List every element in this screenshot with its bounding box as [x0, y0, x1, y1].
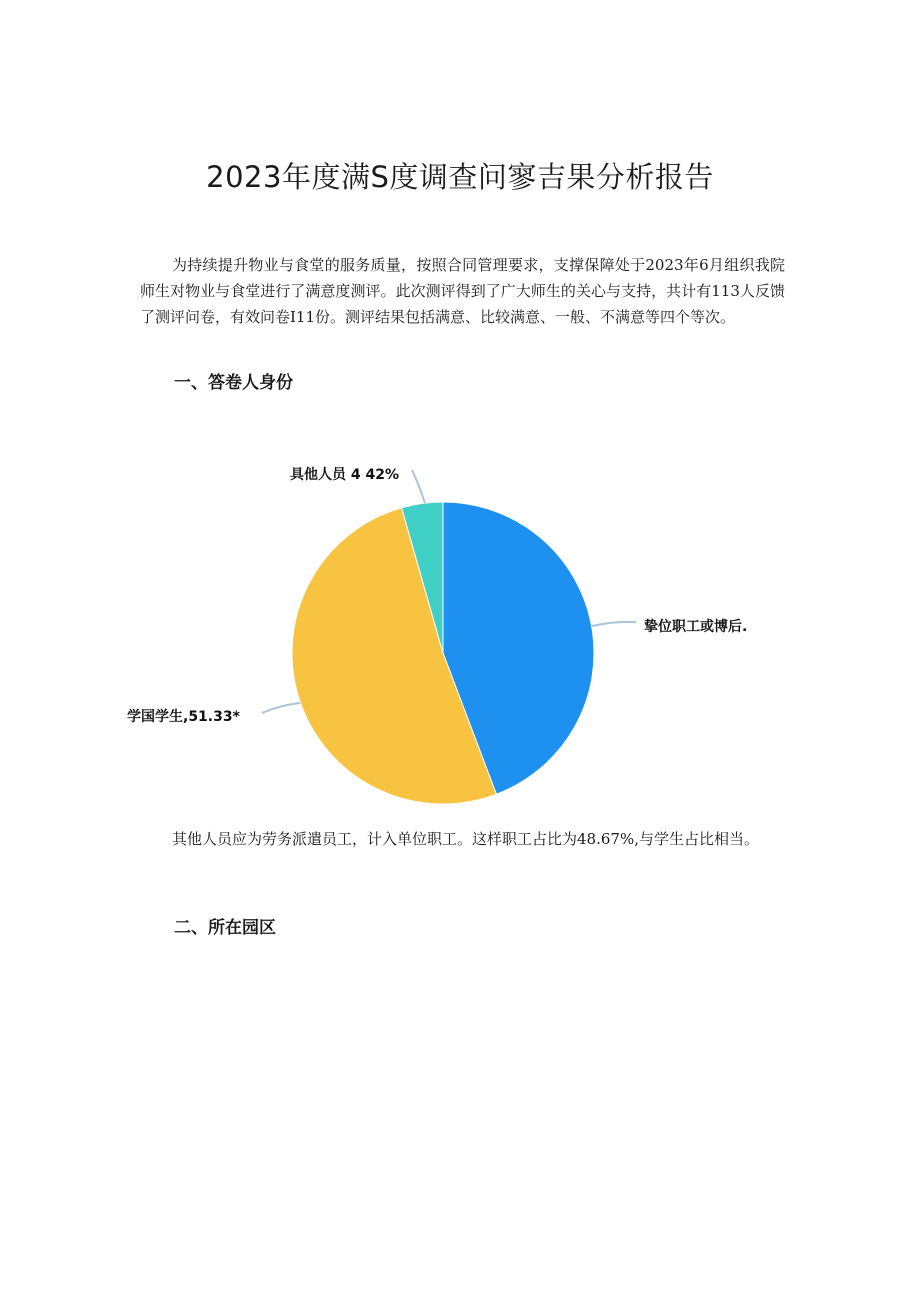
- pie-leader-line: [412, 470, 425, 503]
- pie-leader-line: [262, 703, 300, 713]
- pie-leader-line: [592, 622, 636, 626]
- pie-slice: [402, 502, 443, 653]
- pie-slice: [292, 508, 496, 804]
- intro-paragraph: 为持续提升物业与食堂的服务质量，按照合同管理要求，支撑保障处于2023年6月组织我院师生对物业与食堂进行了满意度测评。此次测评得到了广大师生的关心与支持，共计有113人反馈了测评问卷，有效问卷I11份。测评结果包括满意、比较满意、一般、不满意等四个等次。: [140, 256, 785, 326]
- pie-slice-label: 具他人员 4 42%: [290, 467, 399, 483]
- section1-note: 其他人员应为劳务派遣员工，计入单位职工。这样职工占比为48.67%,与学生占比相当。: [172, 830, 759, 848]
- section-heading-campus: 二、所在园区: [174, 918, 276, 938]
- report-title: 2023年度满S度调查问寥吉果分析报告: [206, 160, 714, 194]
- pie-slice-label: 挚位职工或博后.: [644, 619, 748, 635]
- section-heading-respondent-identity: 一、答卷人身份: [174, 373, 293, 393]
- pie-slice-label: 学国学生,51.33*: [127, 709, 240, 725]
- pie-slice: [443, 502, 594, 794]
